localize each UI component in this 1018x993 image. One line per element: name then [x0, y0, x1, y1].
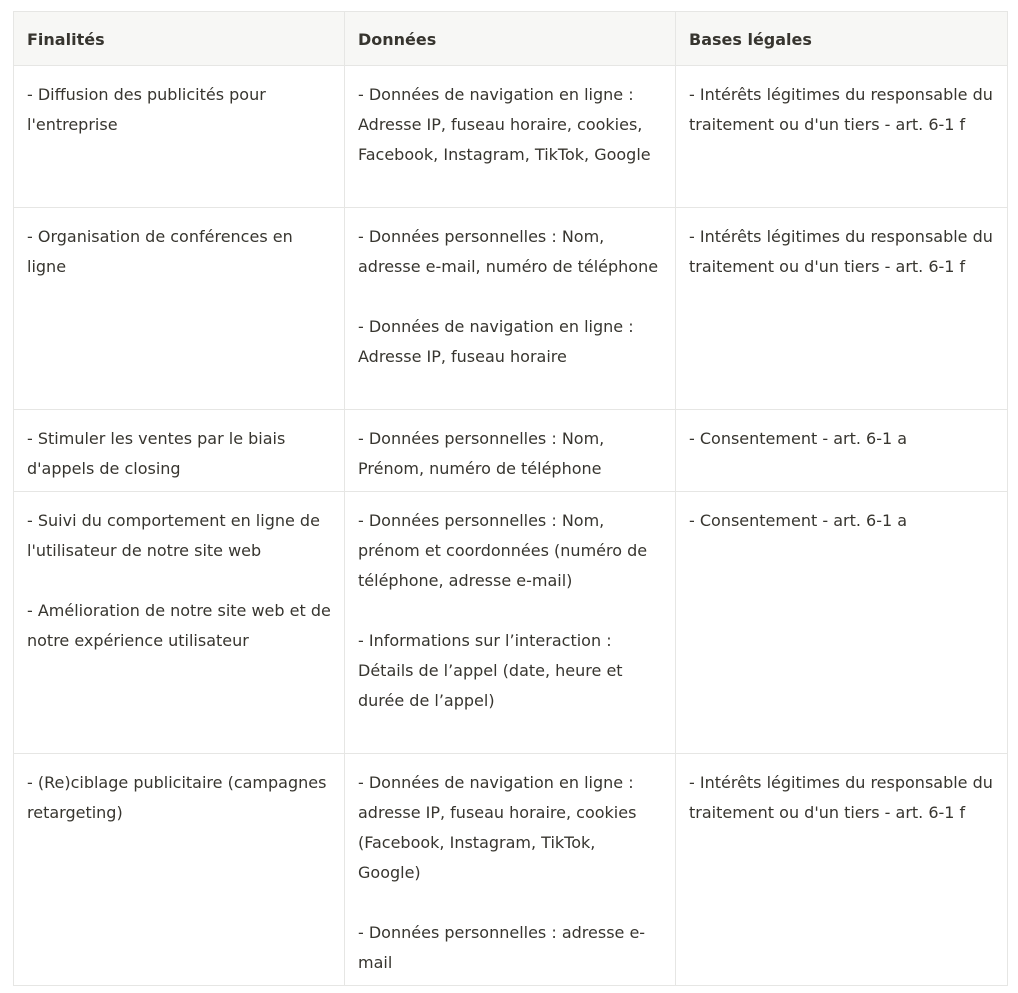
cell-donnees	[345, 492, 676, 754]
cell-base-legale	[676, 66, 1008, 208]
cell-text: - Consentement - art. 6-1 a	[689, 429, 908, 448]
cell-text: - Diffusion des publicités pour l'entreprise	[27, 85, 266, 134]
cell-text: - Données personnelles : Nom, adresse e-mail, numéro de téléphone	[358, 227, 659, 276]
cell-base-legale	[676, 208, 1008, 410]
cell-text: - Consentement - art. 6-1 a	[689, 511, 908, 530]
cell-base-legale	[676, 410, 1008, 492]
cell-text: - Amélioration de notre site web et de notre expérience utilisateur	[27, 601, 331, 650]
table-container	[13, 11, 1008, 986]
cell-text: - Données personnelles : Nom, Prénom, numéro de téléphone	[358, 429, 605, 478]
table-row	[14, 208, 1008, 410]
cell-text: - Données personnelles : Nom, prénom et coordonnées (numéro de téléphone, adresse e-mail)	[358, 511, 648, 590]
cell-text: - Informations sur l’interaction : Détails de l’appel (date, heure et durée de l’appel)	[358, 631, 623, 710]
cell-finalite	[14, 492, 345, 754]
table-row	[14, 66, 1008, 208]
cell-donnees	[345, 754, 676, 986]
table-row	[14, 754, 1008, 986]
header-finalites: Finalités	[14, 12, 345, 66]
table-header-row	[14, 12, 1008, 66]
cell-finalite	[14, 66, 345, 208]
cell-text: - Organisation de conférences en ligne	[27, 227, 293, 276]
cell-finalite	[14, 410, 345, 492]
cell-text: - Données de navigation en ligne : Adresse IP, fuseau horaire	[358, 317, 634, 366]
cell-text: - Suivi du comportement en ligne de l'utilisateur de notre site web	[27, 511, 320, 560]
cell-base-legale	[676, 492, 1008, 754]
cell-text: - Données de navigation en ligne : adresse IP, fuseau horaire, cookies (Facebook, Instagram, TikTok, Google)	[358, 773, 637, 882]
cell-finalite	[14, 208, 345, 410]
header-donnees: Données	[345, 12, 676, 66]
cell-text: - Intérêts légitimes du responsable du traitement ou d'un tiers - art. 6-1 f	[689, 85, 993, 134]
header-bases-legales: Bases légales	[676, 12, 1008, 66]
table-row	[14, 410, 1008, 492]
cell-text: - Intérêts légitimes du responsable du traitement ou d'un tiers - art. 6-1 f	[689, 227, 993, 276]
cell-base-legale	[676, 754, 1008, 986]
table-row	[14, 492, 1008, 754]
data-processing-table	[13, 11, 1008, 986]
cell-text: - (Re)ciblage publicitaire (campagnes retargeting)	[27, 773, 327, 822]
cell-text: - Données personnelles : adresse e-mail	[358, 923, 646, 972]
cell-donnees	[345, 208, 676, 410]
cell-text: - Données de navigation en ligne : Adresse IP, fuseau horaire, cookies, Facebook, Instagram, TikTok, Google	[358, 85, 651, 164]
cell-finalite	[14, 754, 345, 986]
cell-text: - Intérêts légitimes du responsable du traitement ou d'un tiers - art. 6-1 f	[689, 773, 993, 822]
cell-donnees	[345, 410, 676, 492]
cell-donnees	[345, 66, 676, 208]
cell-text: - Stimuler les ventes par le biais d'appels de closing	[27, 429, 286, 478]
